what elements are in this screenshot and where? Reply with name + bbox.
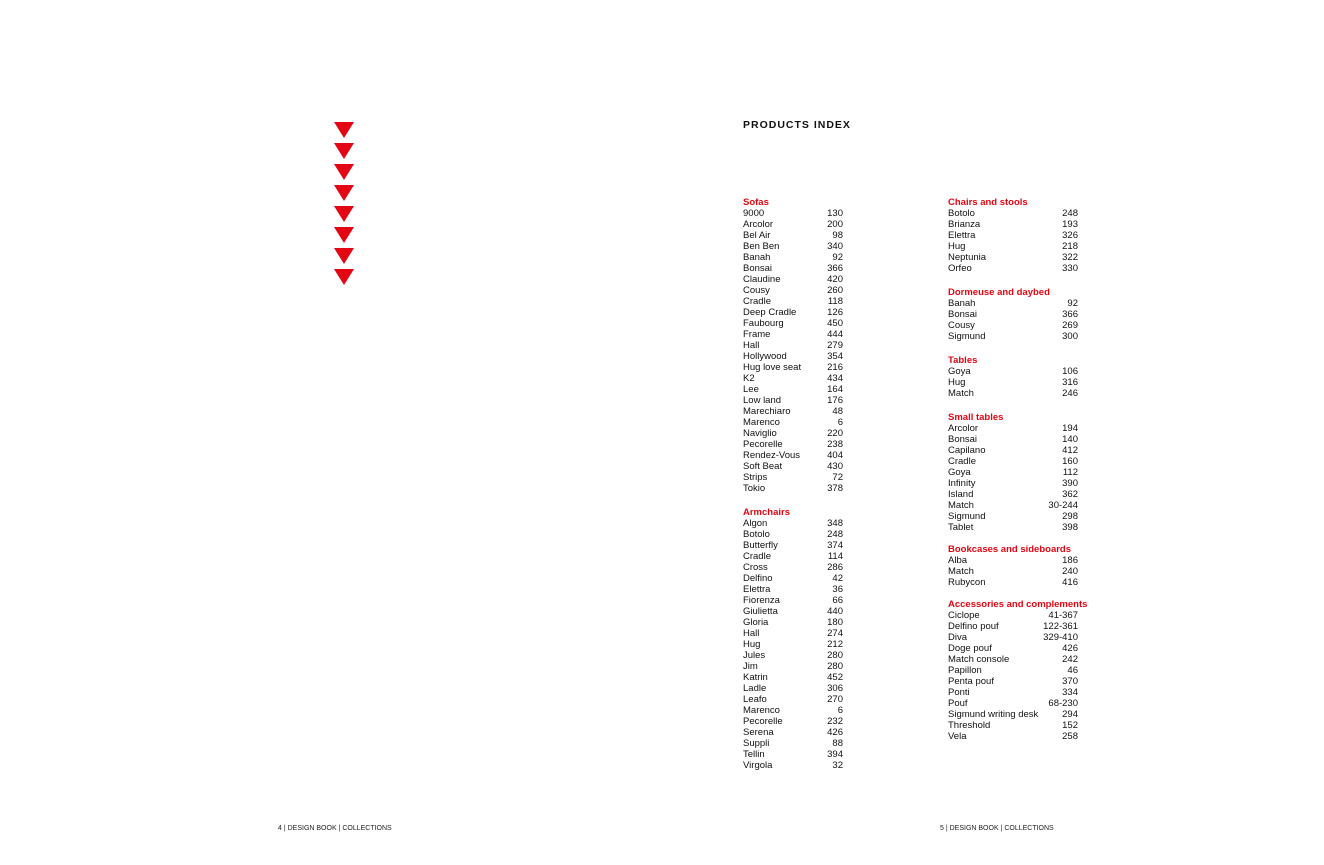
product-name: Butterfly [743, 540, 778, 551]
product-name: 9000 [743, 208, 765, 219]
index-entry [948, 698, 1078, 709]
index-entry [948, 566, 1078, 577]
page-number: 164 [827, 384, 843, 395]
product-name: Lee [743, 384, 759, 395]
index-entry [948, 522, 1078, 533]
index-entry [743, 340, 843, 351]
product-name: Match [948, 500, 974, 511]
product-name: Giulietta [743, 606, 778, 617]
index-entry [743, 274, 843, 285]
page-number: 140 [1062, 434, 1078, 445]
product-name: Capilano [948, 445, 986, 456]
product-name: Infinity [948, 478, 976, 489]
index-entry [743, 439, 843, 450]
product-name: Arcolor [948, 423, 979, 434]
page-number: 42 [832, 573, 843, 584]
product-name: Cradle [948, 456, 976, 467]
index-entry [743, 318, 843, 329]
index-entry [948, 434, 1078, 445]
index-entry [743, 406, 843, 417]
product-name: Goya [948, 366, 971, 377]
product-name: Goya [948, 467, 971, 478]
index-entry [948, 388, 1078, 399]
page-number: 366 [1062, 309, 1078, 320]
product-name: Elettra [743, 584, 771, 595]
section-title: Accessories and complements [948, 599, 1088, 610]
triangle-down-icon [334, 227, 354, 243]
product-name: Low land [743, 395, 782, 406]
page-number: 280 [827, 661, 843, 672]
product-name: Cross [743, 562, 768, 573]
page-number: 440 [827, 606, 843, 617]
index-entry [743, 529, 843, 540]
index-entry [948, 709, 1078, 720]
page-number: 98 [832, 230, 843, 241]
index-entry [743, 562, 843, 573]
index-entry [743, 461, 843, 472]
triangle-down-icon [334, 185, 354, 201]
product-name: Island [948, 489, 974, 500]
product-name: Arcolor [743, 219, 774, 230]
index-entry [948, 720, 1078, 731]
product-name: Elettra [948, 230, 976, 241]
page-number: 330 [1062, 263, 1078, 274]
index-entry [743, 395, 843, 406]
page-number: 92 [1067, 298, 1078, 309]
index-entry [743, 307, 843, 318]
index-entry [948, 320, 1078, 331]
page-number: 366 [827, 263, 843, 274]
index-entry [948, 366, 1078, 377]
index-entry [743, 241, 843, 252]
product-name: Cradle [743, 296, 771, 307]
product-name: Bel Air [743, 230, 771, 241]
section-title: Small tables [948, 412, 1004, 423]
index-entry [948, 654, 1078, 665]
product-name: Sigmund writing desk [948, 709, 1039, 720]
product-name: Pecorelle [743, 716, 783, 727]
footer-left: 4 | DESIGN BOOK | COLLECTIONS [278, 825, 392, 832]
page-number: 242 [1062, 654, 1078, 665]
page-number: 218 [1062, 241, 1078, 252]
page-number: 41-367 [1048, 610, 1078, 621]
index-entry [743, 694, 843, 705]
product-name: Papillon [948, 665, 982, 676]
product-name: Leafo [743, 694, 767, 705]
page-number: 370 [1062, 676, 1078, 687]
product-name: K2 [743, 373, 755, 384]
index-entry [743, 639, 843, 650]
page-number: 240 [1062, 566, 1078, 577]
index-entry [948, 456, 1078, 467]
product-name: Ponti [948, 687, 970, 698]
product-name: Doge pouf [948, 643, 992, 654]
index-entry [948, 478, 1078, 489]
page-number: 200 [827, 219, 843, 230]
page-number: 194 [1062, 423, 1078, 434]
product-name: Jules [743, 650, 766, 661]
index-entry [743, 263, 843, 274]
product-name: Vela [948, 731, 967, 742]
triangle-down-icon [334, 122, 354, 138]
page-number: 334 [1062, 687, 1078, 698]
product-name: Strips [743, 472, 768, 483]
page-number: 362 [1062, 489, 1078, 500]
page-number: 114 [827, 551, 843, 562]
section-title: Tables [948, 355, 978, 366]
page-number: 258 [1062, 731, 1078, 742]
page-number: 232 [827, 716, 843, 727]
index-column-left [743, 197, 843, 771]
index-entry [948, 331, 1078, 342]
index-entry [948, 309, 1078, 320]
index-entry [948, 423, 1078, 434]
index-entry [743, 628, 843, 639]
product-name: Naviglio [743, 428, 777, 439]
index-entry [743, 208, 843, 219]
page-number: 112 [1062, 467, 1078, 478]
product-name: Botolo [948, 208, 975, 219]
product-name: Bonsai [948, 309, 978, 320]
index-entry [743, 472, 843, 483]
index-entry [948, 252, 1078, 263]
page-number: 294 [1062, 709, 1078, 720]
product-name: Threshold [948, 720, 991, 731]
index-entry [743, 252, 843, 263]
page-number: 152 [1062, 720, 1078, 731]
index-entry [743, 595, 843, 606]
product-name: Hug [948, 377, 966, 388]
index-entry [948, 731, 1078, 742]
page-number: 220 [827, 428, 843, 439]
page-number: 176 [827, 395, 843, 406]
index-entry [743, 727, 843, 738]
index-entry [948, 467, 1078, 478]
product-name: Delfino [743, 573, 773, 584]
page-number: 130 [827, 208, 843, 219]
index-entry [948, 489, 1078, 500]
page-number: 248 [1062, 208, 1078, 219]
page-number: 72 [832, 472, 843, 483]
index-entry [948, 555, 1078, 566]
section-title: Sofas [743, 197, 769, 208]
page-number: 426 [827, 727, 843, 738]
index-entry [743, 483, 843, 494]
page-number: 248 [827, 529, 843, 540]
product-name: Tellin [743, 749, 765, 760]
product-name: Rendez-Vous [743, 450, 801, 461]
page-number: 6 [837, 417, 843, 428]
product-name: Faubourg [743, 318, 784, 329]
index-entry [743, 296, 843, 307]
index-entry [948, 621, 1078, 632]
index-entry [743, 749, 843, 760]
product-name: Claudine [743, 274, 781, 285]
section-title: Dormeuse and daybed [948, 287, 1050, 298]
product-name: Marenco [743, 705, 780, 716]
index-entry [948, 676, 1078, 687]
page-number: 326 [1062, 230, 1078, 241]
index-entry [743, 219, 843, 230]
page-number: 269 [1062, 320, 1078, 331]
product-name: Marenco [743, 417, 780, 428]
index-entry [948, 230, 1078, 241]
index-entry [743, 362, 843, 373]
index-entry [743, 417, 843, 428]
index-entry [743, 661, 843, 672]
footer-right: 5 | DESIGN BOOK | COLLECTIONS [940, 825, 1054, 832]
index-entry [743, 584, 843, 595]
page-number: 420 [827, 274, 843, 285]
index-entry [743, 617, 843, 628]
product-name: Delfino pouf [948, 621, 999, 632]
product-name: Diva [948, 632, 968, 643]
product-name: Frame [743, 329, 771, 340]
product-name: Ladle [743, 683, 767, 694]
product-name: Marechiaro [743, 406, 791, 417]
product-name: Tokio [743, 483, 766, 494]
page-number: 193 [1062, 219, 1078, 230]
index-entry [948, 219, 1078, 230]
page-number: 216 [827, 362, 843, 373]
index-entry [743, 760, 843, 771]
index-entry [743, 351, 843, 362]
index-entry [948, 377, 1078, 388]
index-entry [743, 716, 843, 727]
page-number: 450 [827, 318, 843, 329]
product-name: Gloria [743, 617, 769, 628]
page-number: 186 [1062, 555, 1078, 566]
triangle-down-icon [334, 206, 354, 222]
page-number: 348 [827, 518, 843, 529]
page-number: 30-244 [1048, 500, 1078, 511]
page-number: 354 [827, 351, 843, 362]
index-entry [743, 573, 843, 584]
product-name: Orfeo [948, 263, 972, 274]
page-number: 426 [1062, 643, 1078, 654]
page-number: 48 [832, 406, 843, 417]
page-number: 286 [827, 562, 843, 573]
product-name: Hall [743, 628, 760, 639]
index-entry [948, 208, 1078, 219]
page-number: 434 [827, 373, 843, 384]
page-number: 390 [1062, 478, 1078, 489]
index-entry [743, 428, 843, 439]
index-entry [743, 540, 843, 551]
product-name: Soft Beat [743, 461, 783, 472]
product-name: Pouf [948, 698, 968, 709]
product-name: Katrin [743, 672, 768, 683]
page-number: 452 [827, 672, 843, 683]
index-entry [948, 632, 1078, 643]
product-name: Tablet [948, 522, 974, 533]
page-number: 246 [1062, 388, 1078, 399]
page-number: 180 [827, 617, 843, 628]
product-name: Banah [948, 298, 976, 309]
product-name: Cousy [743, 285, 770, 296]
index-entry [948, 577, 1078, 588]
page-number: 260 [827, 285, 843, 296]
page-number: 378 [827, 483, 843, 494]
index-entry [743, 230, 843, 241]
page-number: 300 [1062, 331, 1078, 342]
page-number: 160 [1062, 456, 1078, 467]
product-name: Serena [743, 727, 774, 738]
product-name: Hug love seat [743, 362, 802, 373]
index-entry [743, 518, 843, 529]
page-number: 106 [1062, 366, 1078, 377]
page-number: 6 [837, 705, 843, 716]
index-entry [948, 643, 1078, 654]
index-entry [948, 610, 1078, 621]
triangle-down-icon [334, 248, 354, 264]
page-number: 398 [1062, 522, 1078, 533]
product-name: Jim [743, 661, 758, 672]
product-name: Pecorelle [743, 439, 783, 450]
page-number: 122-361 [1043, 621, 1078, 632]
page-number: 374 [827, 540, 843, 551]
index-entry [948, 241, 1078, 252]
red-triangle-column [334, 122, 354, 290]
page-number: 66 [832, 595, 843, 606]
product-name: Alba [948, 555, 968, 566]
index-entry [743, 373, 843, 384]
product-name: Hug [743, 639, 761, 650]
page-number: 274 [827, 628, 843, 639]
product-name: Banah [743, 252, 771, 263]
index-entry [948, 500, 1078, 511]
page-number: 126 [827, 307, 843, 318]
page-number: 88 [832, 738, 843, 749]
index-entry [743, 551, 843, 562]
page-number: 394 [827, 749, 843, 760]
triangle-down-icon [334, 164, 354, 180]
product-name: Rubycon [948, 577, 986, 588]
product-name: Penta pouf [948, 676, 994, 687]
page-number: 444 [827, 329, 843, 340]
product-name: Cradle [743, 551, 771, 562]
page-number: 298 [1062, 511, 1078, 522]
page-number: 32 [832, 760, 843, 771]
page-number: 412 [1062, 445, 1078, 456]
page-number: 270 [827, 694, 843, 705]
page-number: 322 [1062, 252, 1078, 263]
page-number: 340 [827, 241, 843, 252]
index-entry [948, 263, 1078, 274]
product-name: Deep Cradle [743, 307, 797, 318]
product-name: Match [948, 388, 974, 399]
product-name: Algon [743, 518, 768, 529]
page-number: 118 [827, 296, 843, 307]
page-number: 92 [832, 252, 843, 263]
index-entry [743, 606, 843, 617]
index-entry [743, 329, 843, 340]
page-number: 279 [827, 340, 843, 351]
index-entry [743, 285, 843, 296]
page-number: 212 [827, 639, 843, 650]
index-entry [948, 687, 1078, 698]
product-name: Match [948, 566, 974, 577]
product-name: Cousy [948, 320, 975, 331]
index-entry [948, 445, 1078, 456]
index-column-right [948, 197, 1088, 742]
product-name: Neptunia [948, 252, 987, 263]
page-number: 404 [827, 450, 843, 461]
index-entry [743, 650, 843, 661]
index-entry [948, 665, 1078, 676]
page-number: 306 [827, 683, 843, 694]
product-name: Fiorenza [743, 595, 780, 606]
product-name: Hug [948, 241, 966, 252]
triangle-down-icon [334, 143, 354, 159]
product-name: Suppli [743, 738, 770, 749]
product-name: Virgola [743, 760, 773, 771]
page-number: 238 [827, 439, 843, 450]
index-entry [743, 672, 843, 683]
product-name: Match console [948, 654, 1010, 665]
product-name: Hall [743, 340, 760, 351]
product-name: Botolo [743, 529, 770, 540]
page-number: 329-410 [1043, 632, 1078, 643]
page-number: 416 [1062, 577, 1078, 588]
product-name: Bonsai [948, 434, 978, 445]
section-title: Armchairs [743, 507, 790, 518]
section-title: Chairs and stools [948, 197, 1028, 208]
page-title: PRODUCTS INDEX [743, 119, 851, 131]
triangle-down-icon [334, 269, 354, 285]
page-number: 430 [827, 461, 843, 472]
product-name: Ben Ben [743, 241, 780, 252]
page-number: 36 [832, 584, 843, 595]
section-title: Bookcases and sideboards [948, 544, 1072, 555]
page-number: 316 [1062, 377, 1078, 388]
index-entry [743, 705, 843, 716]
page-number: 280 [827, 650, 843, 661]
index-entry [948, 298, 1078, 309]
product-name: Bonsai [743, 263, 773, 274]
product-name: Brianza [948, 219, 981, 230]
page-number: 68-230 [1048, 698, 1078, 709]
page-number: 46 [1067, 665, 1078, 676]
index-entry [743, 450, 843, 461]
index-entry [743, 384, 843, 395]
index-entry [743, 683, 843, 694]
product-name: Sigmund [948, 511, 986, 522]
product-name: Hollywood [743, 351, 787, 362]
index-entry [948, 511, 1078, 522]
product-name: Ciclope [948, 610, 980, 621]
product-name: Sigmund [948, 331, 986, 342]
index-entry [743, 738, 843, 749]
